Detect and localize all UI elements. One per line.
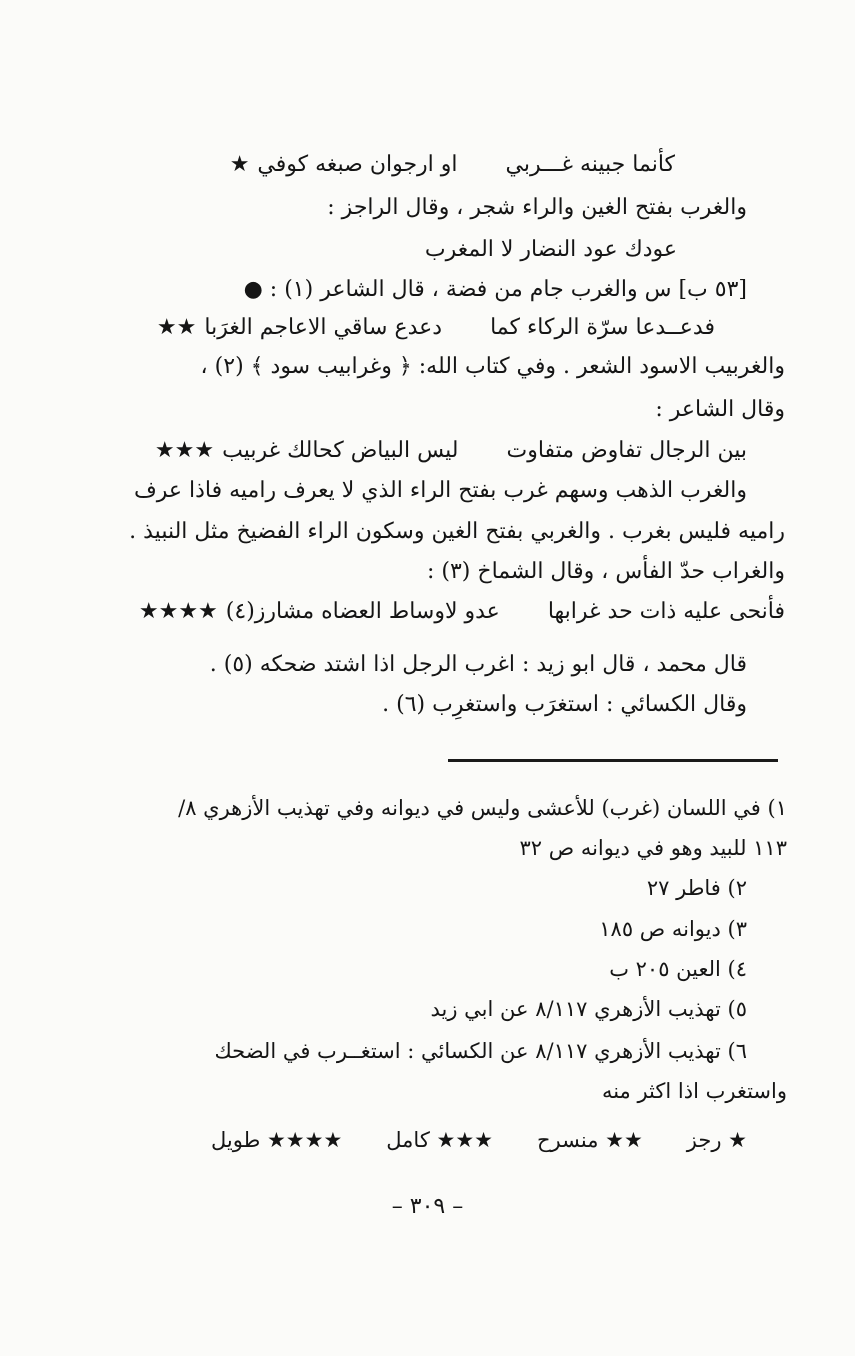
legend-item: ★★ منسرح — [536, 1128, 643, 1152]
legend-item: ★ رجز — [686, 1128, 747, 1152]
verse-hemistich: بين الرجال تفاوض متفاوت — [506, 438, 747, 463]
verse-line — [230, 150, 675, 180]
verse-hemistich: فدعــدعا سرّة الركاء كما — [490, 315, 715, 340]
verse-hemistich: دعدع ساقي الاعاجم الغرَبا — [204, 315, 443, 340]
verse-line — [157, 313, 715, 343]
meter-stars: ★ — [229, 152, 250, 177]
verse-line — [155, 436, 747, 466]
footnote-line: واستغرب اذا اكثر منه — [601, 1079, 787, 1103]
text-line: والغرب الذهب وسهم غرب بفتح الراء الذي لا يعرف راميه فاذا عرف — [133, 478, 747, 503]
verse-hemistich: ليس البياض كحالك غربيب — [222, 438, 459, 463]
footnote-line: ١١٣ للبيد وهو في ديوانه ص ٣٢ — [519, 836, 787, 860]
text-line: راميه فليس بغرب . والغربي بفتح الغين وسكون الراء الفضيخ مثل النبيذ . — [129, 519, 785, 544]
verse-line — [139, 597, 785, 627]
footnote-line: ٣) ديوانه ص ١٨٥ — [599, 917, 747, 941]
text-line: والغراب حدّ الفأس ، وقال الشماخ (٣) : — [426, 559, 785, 584]
text-line: عودك عود النضار لا المغرب — [424, 237, 677, 262]
legend-item: ★★★ كامل — [386, 1128, 493, 1152]
text-line: قال محمد ، قال ابو زيد : اغرب الرجل اذا اشتد ضحكه (٥) . — [209, 652, 747, 677]
footnote-line: ٢) فاطر ٢٧ — [646, 876, 747, 900]
footnote-line: ٥) تهذيب الأزهري ٨/١١٧ عن ابي زيد — [430, 997, 747, 1021]
footnote-line: ١) في اللسان (غرب) للأعشى وليس في ديوانه وفي تهذيب الأزهري ٨/ — [178, 796, 787, 820]
verse-hemistich: فأنحى عليه ذات حد غرابها — [547, 599, 785, 624]
meter-stars: ★★★★ — [138, 599, 218, 624]
footnote-line: ٦) تهذيب الأزهري ٨/١١٧ عن الكسائي : استغــرب في الضحك — [214, 1039, 747, 1063]
footnote-separator — [448, 759, 778, 762]
verse-hemistich: او ارجوان صبغه كوفي — [257, 152, 458, 177]
verse-hemistich: عدو لاوساط العضاه مشارز(٤) — [225, 599, 500, 624]
text-line: والغربيب الاسود الشعر . وفي كتاب الله: ﴿ وغرابيب سود ﴾ (٢) ، — [200, 354, 785, 379]
verse-hemistich: كأنما جبينه غـــربي — [505, 152, 675, 177]
text-line: والغرب بفتح الغين والراء شجر ، وقال الراجز : — [327, 195, 747, 220]
text-line: [٥٣ ب] س والغرب جام من فضة ، قال الشاعر (١) : ● — [243, 277, 747, 302]
meter-legend — [211, 1125, 747, 1155]
text-line: وقال الشاعر : — [655, 397, 785, 422]
page-number: – ٣٠٩ – — [391, 1194, 464, 1219]
text-line: وقال الكسائي : استغرَب واستغرِب (٦) . — [382, 692, 747, 717]
meter-stars: ★★★ — [154, 438, 215, 463]
legend-item: ★★★★ طويل — [210, 1128, 343, 1152]
meter-stars: ★★ — [156, 315, 197, 340]
footnote-line: ٤) العين ٢٠٥ ب — [609, 957, 747, 981]
